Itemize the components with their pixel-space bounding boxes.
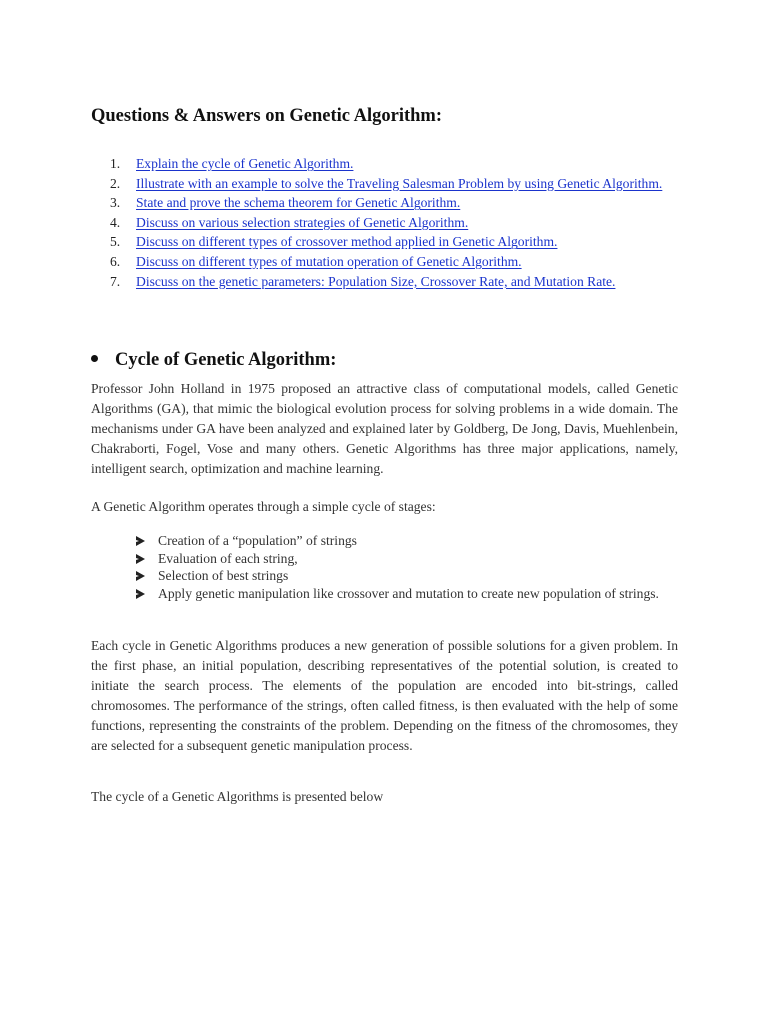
- question-link-4[interactable]: Discuss on various selection strategies of Genetic Algorithm.: [136, 214, 469, 230]
- question-item: [110, 154, 670, 174]
- question-link-7[interactable]: Discuss on the genetic parameters: Population Size, Crossover Rate, and Mutation Rate.: [136, 273, 616, 289]
- stage-list: [136, 532, 676, 602]
- question-item: [110, 252, 670, 272]
- page-title: Questions & Answers on Genetic Algorithm:: [91, 106, 442, 126]
- question-number: 5.: [110, 234, 121, 250]
- question-item: [110, 193, 670, 213]
- generation-paragraph: Each cycle in Genetic Algorithms produces a new generation of possible solutions for a given problem. In the first phase, an initial population, describing representatives of the potential solution, is created to initiate the search process. The elements of the population are encoded into bit-strings, called chromosomes. The performance of the strings, often called fitness, is then evaluated with the help of some functions, representing the constraints of the problem. Depending on the fitness of the chromosomes, they are selected for a subsequent genetic manipulation process.: [91, 638, 678, 753]
- question-link-1[interactable]: Explain the cycle of Genetic Algorithm.: [136, 156, 354, 171]
- stage-item: [136, 550, 676, 568]
- question-link-3[interactable]: State and prove the schema theorem for Genetic Algorithm.: [136, 195, 461, 211]
- stage-item: [136, 567, 676, 585]
- arrow-bullet-icon: [136, 571, 145, 581]
- question-number: 3.: [110, 195, 121, 211]
- question-item: [110, 213, 670, 233]
- question-item: [110, 232, 670, 252]
- section-heading: [91, 350, 336, 371]
- question-link-5[interactable]: Discuss on different types of crossover method applied in Genetic Algorithm.: [136, 234, 558, 250]
- stage-text: Creation of a “population” of strings: [158, 533, 357, 548]
- question-number: 7.: [110, 273, 121, 289]
- question-number: 6.: [110, 253, 121, 269]
- question-number: 2.: [110, 175, 121, 191]
- stage-text: Evaluation of each string,: [158, 550, 298, 566]
- question-list: [110, 154, 670, 291]
- stage-item: [136, 532, 676, 550]
- intro-paragraph: Professor John Holland in 1975 proposed an attractive class of computational models, called Genetic Algorithms (GA), that mimic the biological evolution process for solving problems in a wide domain. The mechanisms under GA have been analyzed and explained later by Goldberg, De Jong, Davis, Muehlenbein, Chakraborti, Fogel, Vose and many others. Genetic Algorithms has three major applications, namely, intelligent search, optimization and machine learning.: [91, 381, 678, 476]
- stage-text: Selection of best strings: [158, 568, 289, 583]
- stage-item: [136, 585, 676, 603]
- section-heading-text: Cycle of Genetic Algorithm:: [115, 350, 337, 370]
- cycle-intro-paragraph: A Genetic Algorithm operates through a simple cycle of stages:: [91, 499, 436, 514]
- stage-text: Apply genetic manipulation like crossover and mutation to create new population of strings.: [158, 585, 659, 601]
- arrow-bullet-icon: [136, 589, 145, 599]
- question-link-6[interactable]: Discuss on different types of mutation operation of Genetic Algorithm.: [136, 253, 522, 269]
- question-number: 4.: [110, 214, 121, 230]
- arrow-bullet-icon: [136, 536, 145, 546]
- question-item: [110, 174, 670, 194]
- question-number: 1.: [110, 156, 121, 171]
- question-link-2[interactable]: Illustrate with an example to solve the Traveling Salesman Problem by using Genetic Algorithm.: [136, 175, 663, 191]
- bullet-dot-icon: [91, 355, 98, 362]
- arrow-bullet-icon: [136, 554, 145, 564]
- question-item: [110, 272, 670, 292]
- cycle-caption: The cycle of a Genetic Algorithms is presented below: [91, 789, 384, 804]
